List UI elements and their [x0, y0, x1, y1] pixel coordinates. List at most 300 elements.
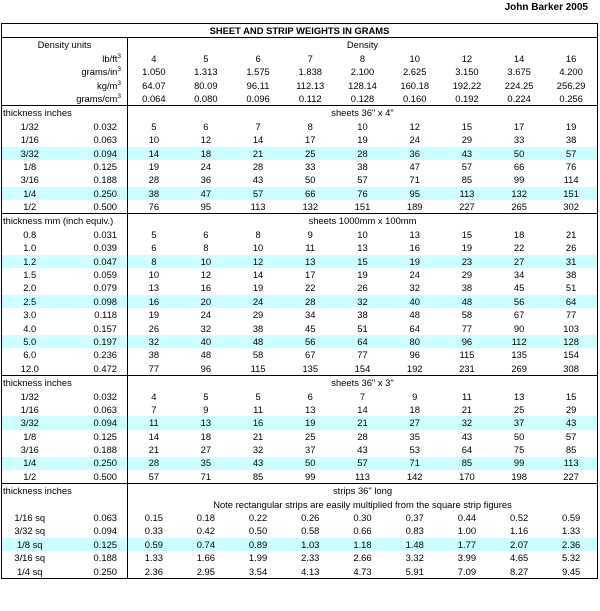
weight-cell: 77: [461, 322, 473, 334]
weight-cell: 28: [357, 430, 368, 442]
weight-cell: 22: [305, 282, 316, 294]
weight-cell: 10: [252, 242, 264, 254]
density-value: 128.14: [348, 79, 377, 91]
weight-cell: 38: [461, 282, 473, 294]
title-row: [2, 24, 598, 38]
density-value: 0.192: [455, 92, 479, 104]
weight-cell: 16: [128, 295, 180, 308]
weight-cell: 12: [200, 269, 212, 281]
weight-cell: 0.44: [457, 512, 477, 524]
weight-cell: 19: [148, 160, 160, 172]
weight-cell: 99: [493, 457, 545, 470]
weight-cell: 47: [180, 187, 232, 200]
weight-cell: 76: [336, 187, 388, 200]
weight-cell: 58: [252, 349, 264, 361]
weight-cell: 37: [305, 444, 316, 456]
thickness-fraction: 3/32: [2, 147, 58, 160]
weight-cell: 19: [357, 269, 368, 281]
thickness-fraction: 1/32: [2, 390, 58, 403]
weight-cell: 5: [255, 390, 261, 402]
section-thickness-label: thickness inches: [2, 376, 128, 390]
weights-table-body: [2, 24, 598, 579]
weight-cell: 56: [284, 335, 336, 348]
weight-cell: 1.00: [457, 525, 477, 537]
table-row: [2, 187, 598, 200]
section-thickness-label: thickness inches: [2, 106, 128, 120]
weight-cell: 32: [336, 295, 388, 308]
weight-cell: 85: [545, 443, 597, 456]
weight-cell: 71: [200, 470, 212, 482]
weight-cell: 0.22: [248, 512, 268, 524]
weight-cell: 0.42: [196, 525, 215, 537]
weight-cell: 33: [305, 160, 316, 172]
weight-cell: 4.65: [510, 552, 529, 564]
weight-cell: 13: [357, 242, 368, 254]
weight-cell: 15: [336, 255, 388, 268]
weight-cell: 80: [389, 335, 441, 348]
weight-cell: 19: [148, 309, 160, 321]
table-row: [2, 348, 598, 361]
weight-cell: 231: [459, 362, 475, 374]
density-unit-base: lb/ft: [102, 52, 118, 64]
weight-cell: 29: [461, 269, 473, 281]
table-row: [2, 322, 598, 335]
weight-cell: 17: [305, 269, 316, 281]
section-header-row: [2, 376, 598, 390]
weight-cell: 4.73: [336, 565, 388, 579]
weight-cell: 170: [459, 470, 475, 482]
section-thickness-label: thickness inches: [2, 484, 128, 498]
weight-cell: 135: [511, 349, 527, 361]
thickness-decimal: 0.094: [58, 416, 128, 429]
density-value: 5: [203, 52, 209, 64]
thickness-fraction: 1.5: [2, 268, 58, 281]
weight-cell: 15: [545, 390, 597, 403]
density-units-label: Density units: [2, 38, 128, 52]
thickness-decimal: 0.125: [58, 160, 128, 173]
weight-cell: 48: [200, 349, 212, 361]
thickness-decimal: 0.125: [58, 538, 128, 551]
density-value: 14: [513, 52, 525, 64]
table-row: [2, 470, 598, 484]
table-row: [2, 390, 598, 403]
weight-cell: 43: [461, 430, 473, 442]
weight-cell: 142: [406, 470, 423, 482]
weight-cell: 85: [252, 470, 264, 482]
weight-cell: 1.33: [144, 552, 163, 564]
weight-cell: 56: [493, 295, 545, 308]
table-row: [2, 511, 598, 524]
weight-cell: 57: [336, 457, 388, 470]
section-note: Note rectangular strips are easily multiplied from the square strip figures: [128, 498, 598, 511]
section-heading: sheets 36" x 3": [128, 376, 598, 390]
thickness-decimal: 0.197: [58, 335, 128, 348]
weight-cell: 76: [148, 201, 160, 213]
density-value: 1.575: [246, 66, 270, 78]
weight-cell: 23: [441, 255, 493, 268]
weight-cell: 51: [357, 322, 368, 334]
weight-cell: 9: [412, 390, 418, 402]
thickness-decimal: 0.031: [58, 228, 128, 241]
weight-cell: 10: [148, 134, 160, 146]
weight-cell: 43: [252, 174, 264, 186]
weight-cell: 12: [409, 120, 420, 132]
table-row: [2, 362, 598, 376]
thickness-decimal: 0.250: [58, 457, 128, 470]
weight-cell: 15: [461, 120, 473, 132]
weight-cell: 26: [148, 322, 160, 334]
weight-cell: 14: [128, 147, 180, 160]
weight-cell: 28: [148, 174, 160, 186]
weight-cell: 0.59: [128, 538, 180, 551]
density-value: 1.838: [298, 66, 322, 78]
weight-cell: 22: [513, 242, 525, 254]
density-value: 0.128: [350, 92, 375, 104]
weight-cell: 6: [151, 242, 157, 254]
weight-cell: 0.52: [510, 512, 529, 524]
thickness-fraction: 3/32 sq: [2, 524, 58, 537]
weight-cell: 9: [307, 228, 313, 240]
density-row: [2, 65, 598, 78]
weight-cell: 31: [545, 255, 597, 268]
weight-cell: 96: [409, 349, 420, 361]
weight-cell: 13: [148, 282, 160, 294]
weight-cell: 113: [545, 457, 597, 470]
weight-cell: 21: [461, 403, 473, 415]
density-value: 12: [461, 52, 473, 64]
table-row: [2, 443, 598, 456]
density-unit-base: grams/in: [81, 66, 118, 78]
weight-cell: 38: [545, 133, 597, 146]
weight-cell: 5.91: [389, 565, 441, 579]
note-spacer: [2, 498, 128, 511]
weight-cell: 227: [545, 470, 597, 484]
thickness-fraction: 1/8 sq: [2, 538, 58, 551]
weight-cell: 18: [409, 403, 420, 415]
section-thickness-label: thickness mm (inch equiv.): [2, 214, 128, 228]
thickness-decimal: 0.188: [58, 173, 128, 186]
weight-cell: 57: [545, 147, 597, 160]
density-value: 80.09: [194, 79, 218, 91]
section-heading: sheets 36" x 4": [128, 106, 598, 120]
weight-cell: 1.03: [284, 538, 336, 551]
weight-cell: 0.18: [196, 512, 215, 524]
weight-cell: 17: [305, 134, 316, 146]
weight-cell: 16: [200, 282, 212, 294]
thickness-fraction: 5.0: [2, 335, 58, 348]
weight-cell: 43: [232, 457, 284, 470]
weight-cell: 29: [545, 403, 597, 416]
thickness-fraction: 1/2: [2, 200, 58, 214]
weight-cell: 11: [462, 390, 472, 402]
density-value: 64.07: [142, 79, 166, 91]
density-value: 256.29: [545, 79, 597, 92]
weight-cell: 1.18: [336, 538, 388, 551]
weight-cell: 0.15: [144, 512, 163, 524]
thickness-fraction: 1/16 sq: [2, 511, 58, 524]
density-row: [2, 92, 598, 106]
weight-cell: 27: [493, 255, 545, 268]
weight-cell: 0.58: [301, 525, 320, 537]
weight-cell: 13: [513, 390, 525, 402]
weight-cell: 40: [389, 295, 441, 308]
weight-cell: 8: [128, 255, 180, 268]
thickness-fraction: 0.8: [2, 228, 58, 241]
section-heading: strips 36" long: [128, 484, 598, 498]
weight-cell: 35: [409, 430, 420, 442]
weight-cell: 33: [513, 134, 525, 146]
weight-cell: 32: [441, 416, 493, 429]
weight-cell: 38: [128, 187, 180, 200]
weight-cell: 24: [409, 269, 420, 281]
density-unit-exponent: 3: [117, 79, 121, 87]
weight-cell: 24: [232, 295, 284, 308]
weight-cell: 21: [336, 416, 388, 429]
density-unit-exponent: 3: [117, 52, 121, 60]
weight-cell: 10: [357, 228, 368, 240]
thickness-decimal: 0.500: [58, 200, 128, 214]
weight-cell: 128: [545, 335, 597, 348]
weight-cell: 5: [151, 120, 157, 132]
weight-cell: 50: [305, 174, 316, 186]
weight-cell: 113: [250, 201, 266, 213]
weight-cell: 12: [232, 255, 284, 268]
weight-cell: 3.32: [405, 552, 424, 564]
weight-cell: 64: [461, 444, 473, 456]
table-row: [2, 295, 598, 308]
weight-cell: 154: [354, 362, 371, 374]
weight-cell: 9.45: [545, 565, 597, 579]
weight-cell: 40: [180, 335, 232, 348]
weight-cell: 38: [148, 349, 160, 361]
weight-cell: 1.16: [510, 525, 529, 537]
thickness-fraction: 1.2: [2, 255, 58, 268]
density-value: 0.160: [402, 92, 427, 104]
weight-cell: 35: [180, 457, 232, 470]
density-value: 1.050: [142, 66, 166, 78]
thickness-fraction: 2.0: [2, 281, 58, 294]
density-value: 16: [545, 52, 597, 65]
weight-cell: 19: [252, 282, 264, 294]
weight-cell: 43: [441, 147, 493, 160]
weight-cell: 11: [305, 242, 316, 254]
weight-cell: 13: [305, 403, 316, 415]
weight-cell: 0.66: [353, 525, 372, 537]
weight-cell: 71: [389, 457, 441, 470]
weight-cell: 21: [545, 228, 597, 241]
weight-cell: 15: [461, 228, 473, 240]
weight-cell: 99: [513, 174, 525, 186]
density-value: 96.11: [246, 79, 270, 91]
weight-cell: 34: [513, 269, 525, 281]
weight-cell: 25: [513, 403, 525, 415]
thickness-fraction: 3/32: [2, 416, 58, 429]
table-row: [2, 335, 598, 348]
weight-cell: 66: [513, 160, 525, 172]
thickness-decimal: 0.188: [58, 443, 128, 456]
weight-cell: 32: [128, 335, 180, 348]
density-unit-label: [2, 52, 128, 65]
thickness-fraction: 6.0: [2, 348, 58, 361]
weight-cell: 11: [128, 416, 180, 429]
weight-cell: 13: [180, 416, 232, 429]
density-value: 6: [255, 52, 261, 64]
weight-cell: 57: [148, 470, 160, 482]
weight-cell: 103: [545, 322, 597, 335]
table-row: [2, 255, 598, 268]
weight-cell: 2.36: [545, 538, 597, 551]
table-row: [2, 430, 598, 443]
thickness-fraction: 4.0: [2, 322, 58, 335]
weight-cell: 189: [406, 201, 423, 213]
weight-cell: 28: [336, 147, 388, 160]
thickness-decimal: 0.032: [58, 120, 128, 133]
weight-cell: 0.89: [232, 538, 284, 551]
density-value: 160.18: [400, 79, 430, 91]
author-credit: John Barker 2005: [504, 2, 588, 13]
section-note-row: [2, 498, 598, 511]
weight-cell: 66: [284, 187, 336, 200]
thickness-fraction: 1.0: [2, 241, 58, 254]
table-row: [2, 457, 598, 470]
weight-cell: 198: [511, 470, 527, 482]
section-header-row: [2, 106, 598, 120]
density-row: [2, 52, 598, 65]
weight-cell: 57: [357, 174, 368, 186]
weight-cell: 0.50: [248, 525, 268, 537]
thickness-decimal: 0.094: [58, 147, 128, 160]
density-value: 192.22: [452, 79, 482, 91]
weight-cell: 5.32: [545, 551, 597, 564]
weight-cell: 7: [359, 390, 366, 402]
thickness-fraction: 1/32: [2, 120, 58, 133]
weight-cell: 8: [203, 242, 209, 254]
weight-cell: 154: [545, 348, 597, 361]
density-value: 1.313: [194, 66, 218, 78]
weight-cell: 5: [203, 390, 209, 402]
weight-cell: 4: [151, 390, 157, 402]
weight-cell: 27: [389, 416, 441, 429]
weight-cell: 21: [148, 444, 160, 456]
weight-cell: 67: [305, 349, 316, 361]
table-row: [2, 200, 598, 214]
weight-cell: 10: [180, 255, 232, 268]
weight-cell: 4.13: [284, 565, 336, 579]
table-row: [2, 160, 598, 173]
weight-cell: 265: [511, 201, 527, 213]
weight-cell: 1.33: [545, 524, 597, 537]
table-row: [2, 120, 598, 133]
weight-cell: 29: [461, 134, 473, 146]
density-value: 224.25: [504, 79, 534, 91]
thickness-decimal: 0.250: [58, 187, 128, 200]
density-value: 0.224: [507, 92, 531, 104]
weight-cell: 77: [545, 308, 597, 321]
weight-cell: 135: [302, 362, 319, 374]
density-value: 0.064: [142, 92, 166, 104]
weight-cell: 10: [148, 269, 160, 281]
thickness-fraction: 3.0: [2, 308, 58, 321]
weight-cell: 57: [461, 160, 473, 172]
weight-cell: 7: [151, 403, 157, 415]
weight-cell: 76: [545, 160, 597, 173]
thickness-decimal: 0.047: [58, 255, 128, 268]
density-unit-label: [2, 65, 128, 78]
density-unit-base: kg/m: [97, 79, 118, 91]
density-value: 3.675: [507, 66, 531, 78]
thickness-decimal: 0.063: [58, 133, 128, 146]
weight-cell: 19: [389, 255, 441, 268]
weight-cell: 58: [461, 309, 473, 321]
table-row: [2, 538, 598, 551]
weight-cell: 18: [180, 147, 232, 160]
density-unit-label: [2, 92, 128, 106]
weight-cell: 50: [493, 147, 545, 160]
weight-cell: 26: [357, 282, 368, 294]
weight-cell: 269: [511, 362, 527, 374]
weight-cell: 19: [357, 134, 368, 146]
weight-cell: 27: [200, 444, 212, 456]
weight-cell: 18: [513, 228, 525, 240]
table-row: [2, 228, 598, 241]
weight-cell: 1.48: [389, 538, 441, 551]
weight-cell: 37: [493, 416, 545, 429]
density-value: 3.150: [455, 66, 479, 78]
weights-table: [1, 23, 598, 579]
density-value: 10: [409, 52, 420, 64]
thickness-decimal: 0.039: [58, 241, 128, 254]
density-value: 0.080: [194, 92, 218, 104]
table-row: [2, 147, 598, 160]
density-row: [2, 79, 598, 92]
weight-cell: 36: [389, 147, 441, 160]
weight-cell: 71: [409, 174, 420, 186]
weight-cell: 8.27: [493, 565, 545, 579]
weight-cell: 114: [545, 173, 597, 186]
density-value: 7: [307, 52, 313, 64]
thickness-decimal: 0.063: [58, 403, 128, 416]
thickness-decimal: 0.236: [58, 348, 128, 361]
weight-cell: 10: [357, 120, 368, 132]
weight-cell: 132: [493, 187, 545, 200]
weight-cell: 2.66: [353, 552, 372, 564]
weight-cell: 0.83: [405, 525, 424, 537]
thickness-decimal: 0.063: [58, 511, 128, 524]
weight-cell: 32: [200, 322, 212, 334]
thickness-decimal: 0.118: [58, 308, 128, 321]
weight-cell: 77: [148, 362, 160, 374]
thickness-fraction: 1/4: [2, 457, 58, 470]
weight-cell: 64: [545, 295, 597, 308]
weight-cell: 90: [513, 322, 525, 334]
weight-cell: 16: [232, 416, 284, 429]
weight-cell: 95: [200, 201, 212, 213]
weight-cell: 99: [305, 470, 316, 482]
density-value: 2.100: [350, 66, 375, 78]
thickness-decimal: 0.098: [58, 295, 128, 308]
weight-cell: 12: [200, 134, 212, 146]
weight-cell: 47: [409, 160, 420, 172]
weight-cell: 96: [441, 335, 493, 348]
table-row: [2, 308, 598, 321]
thickness-fraction: 1/8: [2, 430, 58, 443]
weight-cell: 28: [128, 457, 180, 470]
weight-cell: 0.33: [144, 525, 163, 537]
weight-cell: 2.07: [493, 538, 545, 551]
weight-cell: 24: [200, 309, 212, 321]
weight-cell: 19: [284, 416, 336, 429]
weight-cell: 14: [252, 134, 264, 146]
